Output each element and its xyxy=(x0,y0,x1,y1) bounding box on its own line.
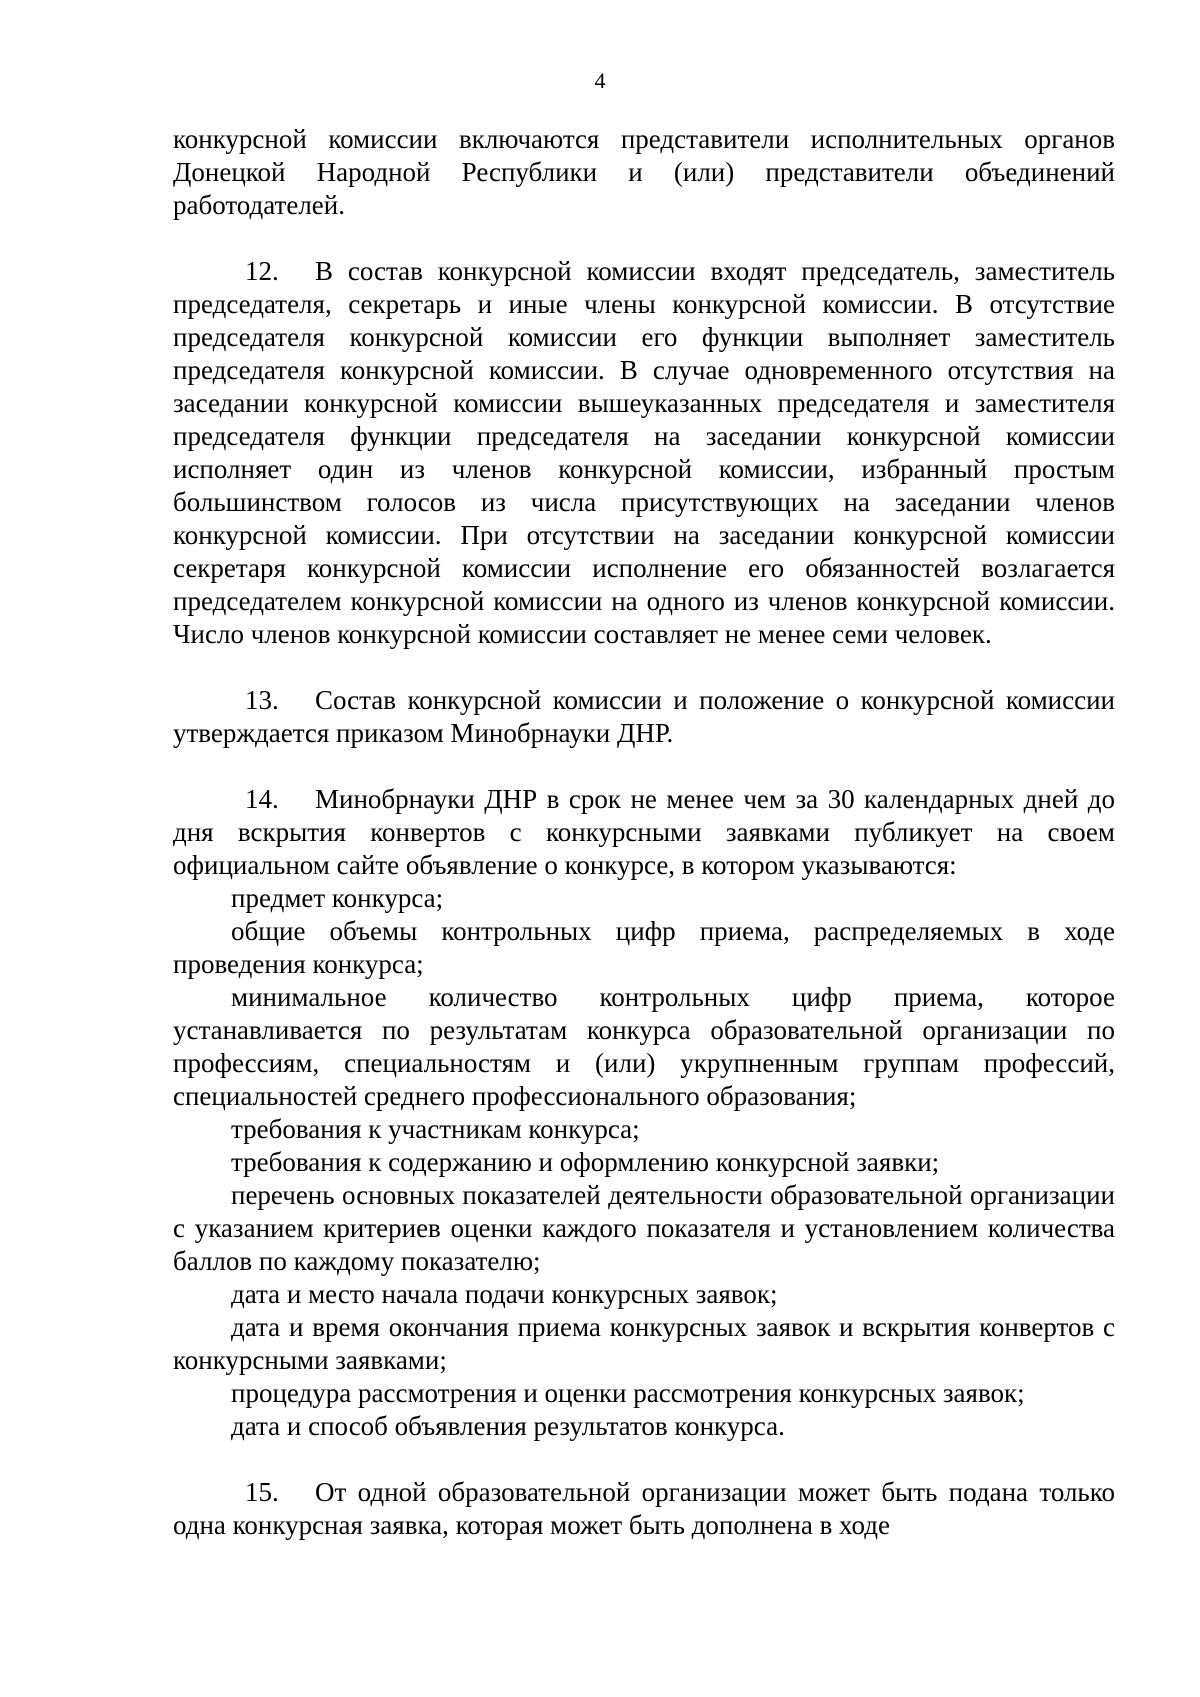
paragraph-gap xyxy=(173,651,1115,684)
paragraph-15 xyxy=(173,1476,1115,1542)
list-item: перечень основных показателей деятельности образовательной организации с указанием критериев оценки каждого показателя и установлением количества баллов по каждому показателю; xyxy=(173,1180,1115,1276)
list-item: дата и время окончания приема конкурсных заявок и вскрытия конвертов с конкурсными заявками; xyxy=(173,1312,1115,1375)
list-item: предмет конкурса; xyxy=(231,883,444,913)
page-number: 4 xyxy=(594,68,606,93)
list-item: дата и место начала подачи конкурсных заявок; xyxy=(231,1279,778,1309)
paragraph-gap xyxy=(173,222,1115,255)
list-item: дата и способ объявления результатов конкурса. xyxy=(231,1411,785,1441)
list-item: минимальное количество контрольных цифр приема, которое устанавливается по результатам конкурса образовательной организации по профессиям, специальностям и (или) укрупненным группам профессий, специальностей среднего профессионального образования; xyxy=(173,982,1115,1111)
paragraph-12-number: 12. xyxy=(245,256,279,286)
announcement-items-list xyxy=(173,882,1115,1443)
document-body xyxy=(173,123,1115,1542)
paragraph-gap xyxy=(173,750,1115,783)
intro-paragraph: конкурсной комиссии включаются представители исполнительных органов Донецкой Народной Республики и (или) представители объединений работодателей. xyxy=(173,124,1115,220)
paragraph-14 xyxy=(173,783,1115,882)
paragraph-15-text: От одной образовательной организации может быть подана только одна конкурсная заявка, которая может быть дополнена в ходе xyxy=(173,1477,1115,1540)
paragraph-13-text: Состав конкурсной комиссии и положение о конкурсной комиссии утверждается приказом Минобрнауки ДНР. xyxy=(173,685,1115,748)
paragraph-15-number: 15. xyxy=(245,1477,279,1507)
paragraph-14-number: 14. xyxy=(245,784,279,814)
list-item: требования к участникам конкурса; xyxy=(231,1114,640,1144)
paragraph-12 xyxy=(173,255,1115,651)
paragraph-13 xyxy=(173,684,1115,750)
paragraph-12-text: В состав конкурсной комиссии входят председатель, заместитель председателя, секретарь и иные члены конкурсной комиссии. В отсутствие председателя конкурсной комиссии его функции выполняет заместитель председателя конкурсной комиссии. В случае одновременного отсутствия на заседании конкурсной комиссии вышеуказанных председателя и заместителя председателя функции председателя на заседании конкурсной комиссии исполняет один из членов конкурсной комиссии, избранный простым большинством голосов из числа присутствующих на заседании членов конкурсной комиссии. При отсутствии на заседании конкурсной комиссии секретаря конкурсной комиссии исполнение его обязанностей возлагается председателем конкурсной комиссии на одного из членов конкурсной комиссии. Число членов конкурсной комиссии составляет не менее семи человек. xyxy=(173,256,1115,649)
list-item: общие объемы контрольных цифр приема, распределяемых в ходе проведения конкурса; xyxy=(173,916,1115,979)
list-item: требования к содержанию и оформлению конкурсной заявки; xyxy=(231,1147,940,1177)
paragraph-14-text: Минобрнауки ДНР в срок не менее чем за 30 календарных дней до дня вскрытия конвертов с конкурсными заявками публикует на своем официальном сайте объявление о конкурсе, в котором указываются: xyxy=(173,784,1115,880)
paragraph-13-number: 13. xyxy=(245,685,279,715)
paragraph-gap xyxy=(173,1443,1115,1476)
list-item: процедура рассмотрения и оценки рассмотрения конкурсных заявок; xyxy=(231,1378,1025,1408)
